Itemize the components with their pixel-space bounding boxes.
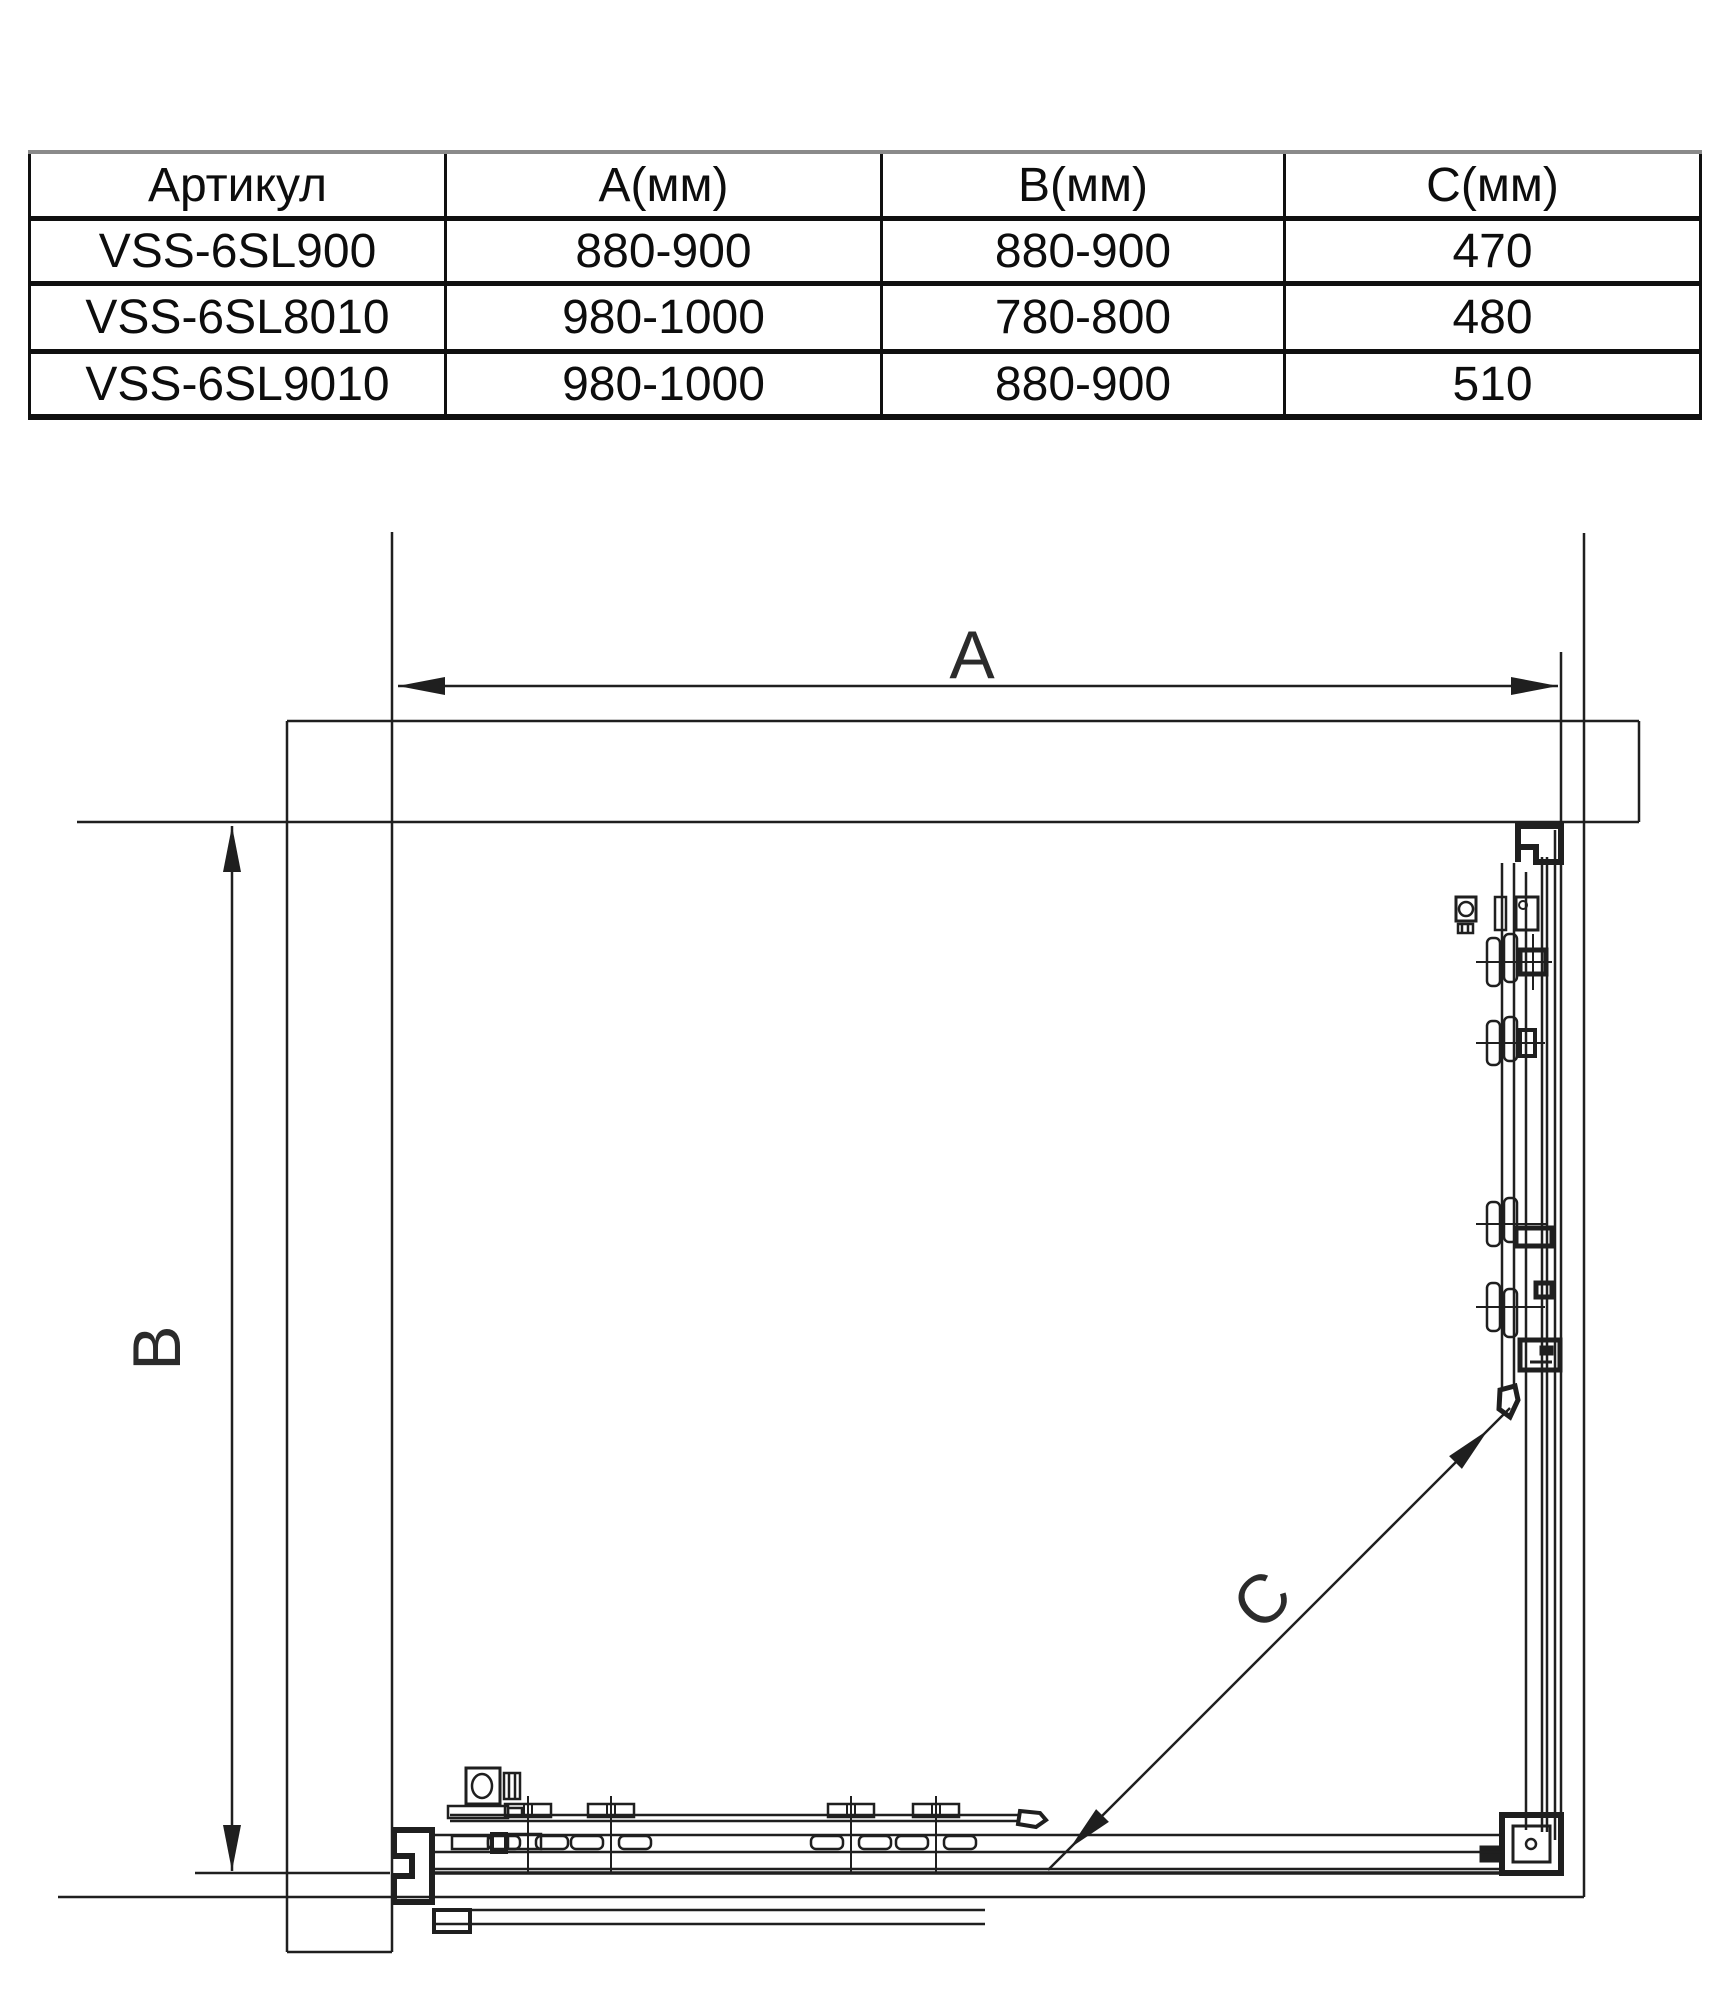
dimension-a [398,617,1561,1843]
cell-dim-a: 880-900 [446,219,882,284]
cell-dim-b: 780-800 [882,284,1285,352]
cell-dim-b: 880-900 [882,352,1285,418]
left-corner-bracket [394,1830,432,1902]
corner-post [1480,1815,1561,1873]
roller-detail-icon [1456,897,1476,933]
roller-hanger [1476,1017,1545,1065]
header-dim-a: A(мм) [446,152,882,219]
cell-dim-c: 510 [1285,352,1701,418]
header-dim-c: C(мм) [1285,152,1701,219]
door-edge-tip [1499,1386,1518,1417]
arrow-up-icon [223,826,241,872]
arrow-down-icon [223,1825,241,1871]
cell-article: VSS-6SL9010 [30,352,446,418]
dim-b-label: B [119,1325,195,1371]
roller-detail-icon [466,1768,520,1804]
cell-dim-a: 980-1000 [446,352,882,418]
header-article: Артикул [30,152,446,219]
cell-dim-c: 470 [1285,219,1701,284]
tray-clip [434,1910,470,1932]
dim-c-label: C [1217,1555,1307,1645]
arrow-left-icon [398,677,445,695]
dimension-c [1048,1408,1510,1870]
cell-dim-c: 480 [1285,284,1701,352]
cell-dim-a: 980-1000 [446,284,882,352]
right-door-assembly [1456,826,1561,1873]
wall-outline [77,532,1639,1952]
cell-article: VSS-6SL900 [30,219,446,284]
dim-a-label: A [949,617,995,693]
header-dim-b: B(мм) [882,152,1285,219]
bottom-door-assembly [394,1768,1502,1932]
dimension-b [119,826,390,1873]
arrow-right-icon [1511,677,1558,695]
door-edge-tip [1018,1811,1046,1827]
cell-dim-b: 880-900 [882,219,1285,284]
cell-article: VSS-6SL8010 [30,284,446,352]
